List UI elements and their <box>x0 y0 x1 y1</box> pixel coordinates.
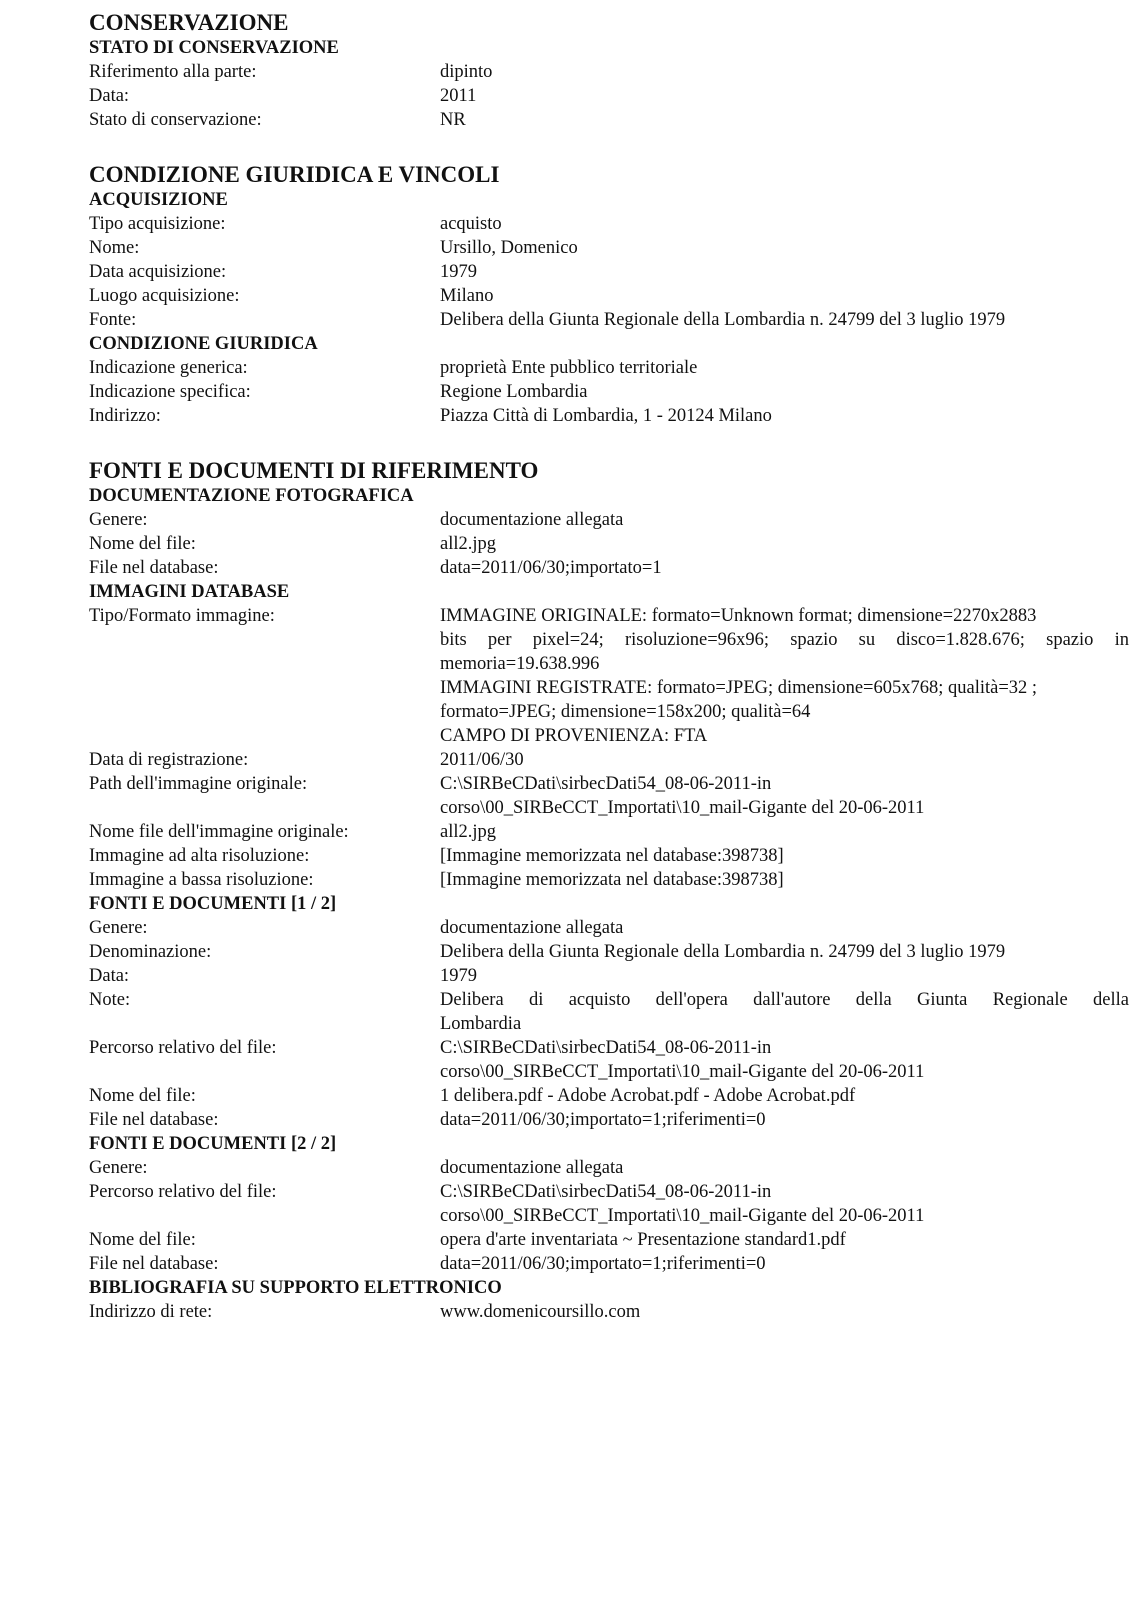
field-value-line: C:\SIRBeCDati\sirbecDati54_08-06-2011-in <box>440 774 772 794</box>
field-label: Indicazione specifica: <box>89 382 251 402</box>
field-value-line: Lombardia <box>440 1014 522 1034</box>
field-row <box>89 604 1129 748</box>
field-label: Immagine ad alta risoluzione: <box>89 846 310 866</box>
field-value: NR <box>440 110 466 130</box>
field-label: Indicazione generica: <box>89 358 248 378</box>
field-label: Nome file dell'immagine originale: <box>89 822 349 842</box>
field-value: opera d'arte inventariata ~ Presentazione standard1.pdf <box>440 1230 846 1250</box>
field-value: 2011 <box>440 86 477 106</box>
field-row <box>89 60 1129 84</box>
field-value: 2011/06/30 <box>440 750 524 770</box>
field-row <box>89 868 1129 892</box>
field-value: all2.jpg <box>440 822 497 842</box>
field-value: proprietà Ente pubblico territoriale <box>440 358 698 378</box>
section-title: CONSERVAZIONE <box>89 10 289 35</box>
section-fonti-documenti <box>89 458 1129 1324</box>
field-value-line: C:\SIRBeCDati\sirbecDati54_08-06-2011-in <box>440 1182 772 1202</box>
field-value: Delibera della Giunta Regionale della Lombardia n. 24799 del 3 luglio 1979 <box>440 310 1006 330</box>
field-value-line: CAMPO DI PROVENIENZA: FTA <box>440 726 708 746</box>
section-title: CONDIZIONE GIURIDICA E VINCOLI <box>89 162 500 187</box>
field-label: Immagine a bassa risoluzione: <box>89 870 314 890</box>
field-row <box>89 1084 1129 1108</box>
field-label: Stato di conservazione: <box>89 110 262 130</box>
field-label: Data di registrazione: <box>89 750 249 770</box>
field-value-line: IMMAGINE ORIGINALE: formato=Unknown format; dimensione=2270x2883 <box>440 606 1037 626</box>
field-row <box>89 380 1129 404</box>
field-label: Data acquisizione: <box>89 262 227 282</box>
field-row <box>89 404 1129 428</box>
subsection-heading: FONTI E DOCUMENTI [2 / 2] <box>89 1134 337 1154</box>
field-label: Genere: <box>89 918 148 938</box>
subsection-heading: IMMAGINI DATABASE <box>89 582 290 602</box>
field-label: Path dell'immagine originale: <box>89 774 308 794</box>
field-row <box>89 308 1129 332</box>
field-value-line: IMMAGINI REGISTRATE: formato=JPEG; dimensione=605x768; qualità=32 ; <box>440 678 1038 698</box>
field-value: 1979 <box>440 262 477 282</box>
field-row <box>89 108 1129 132</box>
field-label: Nome del file: <box>89 1230 196 1250</box>
field-value-line: memoria=19.638.996 <box>440 654 600 674</box>
subsection-heading: DOCUMENTAZIONE FOTOGRAFICA <box>89 486 414 506</box>
field-label: Tipo acquisizione: <box>89 214 226 234</box>
field-label: File nel database: <box>89 1110 219 1130</box>
subsection-heading: BIBLIOGRAFIA SU SUPPORTO ELETTRONICO <box>89 1278 502 1298</box>
field-value: Piazza Città di Lombardia, 1 - 20124 Milano <box>440 406 772 426</box>
subsection-heading: ACQUISIZIONE <box>89 190 228 210</box>
field-row <box>89 236 1129 260</box>
field-label: Note: <box>89 990 131 1010</box>
field-value: [Immagine memorizzata nel database:398738] <box>440 846 784 866</box>
field-label: Tipo/Formato immagine: <box>89 606 275 626</box>
field-row <box>89 1180 1129 1228</box>
field-row <box>89 1252 1129 1276</box>
field-value: data=2011/06/30;importato=1 <box>440 558 662 578</box>
scheda-document <box>89 10 1129 1324</box>
field-value-line: C:\SIRBeCDati\sirbecDati54_08-06-2011-in <box>440 1038 772 1058</box>
field-value: Ursillo, Domenico <box>440 238 578 258</box>
field-row <box>89 1108 1129 1132</box>
field-label: Riferimento alla parte: <box>89 62 257 82</box>
field-value-line: corso\00_SIRBeCCT_Importati\10_mail-Gigante del 20-06-2011 <box>440 1062 925 1082</box>
field-row <box>89 748 1129 772</box>
field-row <box>89 1228 1129 1252</box>
field-row <box>89 356 1129 380</box>
subsection-heading: CONDIZIONE GIURIDICA <box>89 334 318 354</box>
field-value: documentazione allegata <box>440 918 624 938</box>
field-row <box>89 1300 1129 1324</box>
field-label: Indirizzo di rete: <box>89 1302 213 1322</box>
field-value: data=2011/06/30;importato=1;riferimenti=0 <box>440 1254 766 1274</box>
field-row <box>89 284 1129 308</box>
subsection-heading: STATO DI CONSERVAZIONE <box>89 38 339 58</box>
field-label: Indirizzo: <box>89 406 161 426</box>
field-row <box>89 844 1129 868</box>
section-conservazione <box>89 10 1129 132</box>
field-value: documentazione allegata <box>440 1158 624 1178</box>
field-value-line: corso\00_SIRBeCCT_Importati\10_mail-Gigante del 20-06-2011 <box>440 798 925 818</box>
field-label: File nel database: <box>89 1254 219 1274</box>
field-row <box>89 556 1129 580</box>
field-row <box>89 532 1129 556</box>
field-row <box>89 772 1129 820</box>
field-row <box>89 260 1129 284</box>
field-row <box>89 940 1129 964</box>
field-label: Percorso relativo del file: <box>89 1038 277 1058</box>
field-value: 1 delibera.pdf - Adobe Acrobat.pdf - Adobe Acrobat.pdf <box>440 1086 856 1106</box>
field-row <box>89 1156 1129 1180</box>
field-row <box>89 212 1129 236</box>
field-row <box>89 988 1129 1036</box>
field-value: 1979 <box>440 966 477 986</box>
field-label: Nome del file: <box>89 534 196 554</box>
field-value-line: Delibera di acquisto dell'opera dall'autore della Giunta Regionale della <box>440 990 1129 1010</box>
field-row <box>89 1036 1129 1084</box>
field-label: Data: <box>89 966 130 986</box>
spacer <box>89 132 1129 162</box>
field-label: Data: <box>89 86 130 106</box>
section-title: FONTI E DOCUMENTI DI RIFERIMENTO <box>89 458 539 483</box>
spacer <box>89 428 1129 458</box>
field-value: data=2011/06/30;importato=1;riferimenti=0 <box>440 1110 766 1130</box>
field-value: all2.jpg <box>440 534 497 554</box>
field-value: Regione Lombardia <box>440 382 588 402</box>
field-value-line: formato=JPEG; dimensione=158x200; qualità=64 <box>440 702 811 722</box>
field-value: documentazione allegata <box>440 510 624 530</box>
field-value-line: bits per pixel=24; risoluzione=96x96; spazio su disco=1.828.676; spazio in <box>440 630 1129 650</box>
field-label: Percorso relativo del file: <box>89 1182 277 1202</box>
field-row <box>89 84 1129 108</box>
field-value: acquisto <box>440 214 502 234</box>
field-row <box>89 916 1129 940</box>
subsection-heading: FONTI E DOCUMENTI [1 / 2] <box>89 894 337 914</box>
field-label: Genere: <box>89 1158 148 1178</box>
field-label: Luogo acquisizione: <box>89 286 240 306</box>
field-row <box>89 508 1129 532</box>
field-value: dipinto <box>440 62 493 82</box>
field-label: Nome: <box>89 238 140 258</box>
field-label: Genere: <box>89 510 148 530</box>
field-label: File nel database: <box>89 558 219 578</box>
field-label: Nome del file: <box>89 1086 196 1106</box>
field-row <box>89 820 1129 844</box>
field-label: Fonte: <box>89 310 137 330</box>
field-value: Milano <box>440 286 494 306</box>
field-row <box>89 964 1129 988</box>
field-value-line: corso\00_SIRBeCCT_Importati\10_mail-Gigante del 20-06-2011 <box>440 1206 925 1226</box>
web-address: www.domenicoursillo.com <box>440 1302 641 1322</box>
field-value: Delibera della Giunta Regionale della Lombardia n. 24799 del 3 luglio 1979 <box>440 942 1006 962</box>
field-value: [Immagine memorizzata nel database:398738] <box>440 870 784 890</box>
field-label: Denominazione: <box>89 942 212 962</box>
section-condizione-giuridica <box>89 162 1129 428</box>
